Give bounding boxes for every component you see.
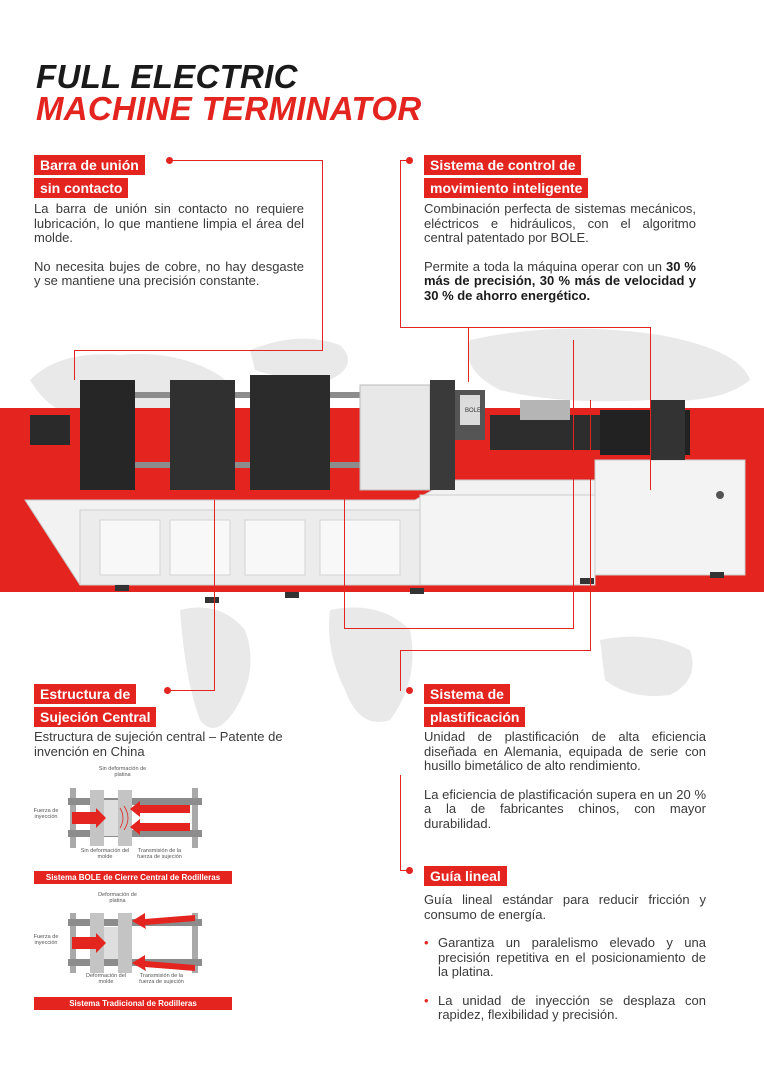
guia-bullet-2 bbox=[424, 994, 706, 1023]
bullet-icon: • bbox=[424, 992, 429, 1008]
callout-line-plast-v bbox=[400, 650, 401, 691]
guia-bullet-2-text: La unidad de inyección se desplaza con rapidez, flexibilidad y precisión. bbox=[438, 992, 706, 1022]
diagram2-label-bar: Sistema Tradicional de Rodilleras bbox=[34, 997, 232, 1010]
guia-heading bbox=[424, 866, 507, 889]
diagram2-caption-bottom-right: Transmisión de la fuerza de sujeción bbox=[139, 973, 184, 985]
guia-paragraph-1: Guía lineal estándar para reducir fricción y consumo de energía. bbox=[424, 892, 706, 922]
callout-line-barra bbox=[170, 160, 322, 161]
diagram1-caption-bottom-right: Transmisión de la fuerza de sujeción bbox=[137, 848, 182, 860]
callout-line-plast-h bbox=[400, 650, 590, 651]
injection-machine-illustration bbox=[20, 360, 750, 610]
callout-line-plast-v2 bbox=[590, 400, 591, 651]
diagram1-caption-top: Sin deformación de platina bbox=[98, 766, 147, 778]
guia-bullet-1-text: Garantiza un paralelismo elevado y una precisión repetitiva en el posicionamiento de la platina. bbox=[438, 935, 706, 979]
barra-heading bbox=[34, 155, 145, 201]
control-paragraph-2-lead: Permite a toda la máquina operar con un bbox=[424, 258, 663, 274]
diagram1-caption-bottom-left: Sin deformación del molde bbox=[80, 848, 130, 860]
control-screen-label: BOLE bbox=[465, 408, 482, 414]
callout-line-guia-v2 bbox=[573, 340, 574, 629]
barra-paragraph-2: No necesita bujes de cobre, no hay desgaste y se mantiene una precisión constante. bbox=[34, 258, 304, 288]
control-heading-line-2: movimiento inteligente bbox=[424, 178, 588, 198]
control-text bbox=[424, 202, 696, 317]
diagram2-caption-top: Deformación de platina bbox=[98, 892, 137, 904]
estructura-heading-line-2: Sujeción Central bbox=[34, 707, 156, 727]
callout-line-control-h bbox=[400, 327, 650, 328]
callout-line-control-v3 bbox=[468, 327, 469, 382]
guia-bullet-1 bbox=[424, 936, 706, 980]
callout-dot-control bbox=[406, 157, 413, 164]
plastificacion-heading-line-1: Sistema de bbox=[424, 684, 510, 704]
barra-text bbox=[34, 202, 304, 303]
callout-line-barra-v bbox=[322, 160, 323, 350]
callout-line-guia-h bbox=[344, 628, 574, 629]
callout-line-estructura-v bbox=[214, 500, 215, 691]
control-paragraph-2 bbox=[424, 260, 696, 304]
callout-line-barra-h2 bbox=[74, 350, 323, 351]
callout-dot-plast bbox=[406, 687, 413, 694]
traditional-clamp-diagram bbox=[60, 905, 210, 980]
callout-dot-estructura bbox=[164, 687, 171, 694]
plastificacion-text bbox=[424, 730, 706, 845]
callout-line-barra-v2 bbox=[74, 350, 75, 380]
callout-dot-barra bbox=[166, 157, 173, 164]
plastificacion-heading bbox=[424, 684, 525, 730]
guia-text bbox=[424, 893, 706, 1037]
estructura-heading bbox=[34, 684, 156, 730]
estructura-heading-line-1: Estructura de bbox=[34, 684, 136, 704]
callout-line-control-v2 bbox=[650, 327, 651, 490]
callout-line-estructura bbox=[170, 690, 215, 691]
plastificacion-paragraph-2: La eficiencia de plastificación supera en un 20 % a la de fabricantes chinos, con mayor durabilidad. bbox=[424, 786, 706, 831]
diagram1-caption-left: Fuerza de inyección bbox=[33, 808, 59, 820]
barra-paragraph-1: La barra de unión sin contacto no requiere lubricación, lo que mantiene limpia el área del molde. bbox=[34, 201, 304, 245]
bullet-icon: • bbox=[424, 935, 429, 950]
barra-heading-line-1: Barra de unión bbox=[34, 155, 145, 175]
callout-dot-guia bbox=[406, 867, 413, 874]
diagram2-caption-left: Fuerza de inyección bbox=[33, 934, 59, 946]
title-line-1: FULL ELECTRIC bbox=[36, 58, 298, 95]
control-heading bbox=[424, 155, 588, 201]
control-paragraph-2-highlight: 30 % más de precisión, 30 % más de velocidad y 30 % de ahorro energético. bbox=[424, 258, 696, 303]
control-heading-line-1: Sistema de control de bbox=[424, 155, 581, 175]
bole-clamp-diagram bbox=[60, 780, 210, 855]
diagram1-label-bar: Sistema BOLE de Cierre Central de Rodilleras bbox=[34, 871, 232, 884]
title-line-2: MACHINE TERMINATOR bbox=[36, 90, 422, 127]
plastificacion-paragraph-1: Unidad de plastificación de alta eficiencia diseñada en Alemania, equipada de serie con husillo bimetálico de alto rendimiento. bbox=[424, 729, 706, 773]
guia-heading-label: Guía lineal bbox=[424, 866, 507, 886]
callout-line-guia-v3 bbox=[400, 775, 401, 870]
callout-line-control-v bbox=[400, 160, 401, 327]
estructura-paragraph-1: Estructura de sujeción central – Patente de invención en China bbox=[34, 729, 283, 759]
barra-heading-line-2: sin contacto bbox=[34, 178, 128, 198]
callout-line-guia-v bbox=[344, 490, 345, 628]
control-paragraph-1: Combinación perfecta de sistemas mecánicos, eléctricos e hidráulicos, con el algoritmo central patentado por BOLE. bbox=[424, 201, 696, 245]
diagram2-caption-bottom-left: Deformación del molde bbox=[85, 973, 127, 985]
estructura-text bbox=[34, 730, 306, 773]
plastificacion-heading-line-2: plastificación bbox=[424, 707, 525, 727]
guia-bullet-list bbox=[424, 936, 706, 1023]
